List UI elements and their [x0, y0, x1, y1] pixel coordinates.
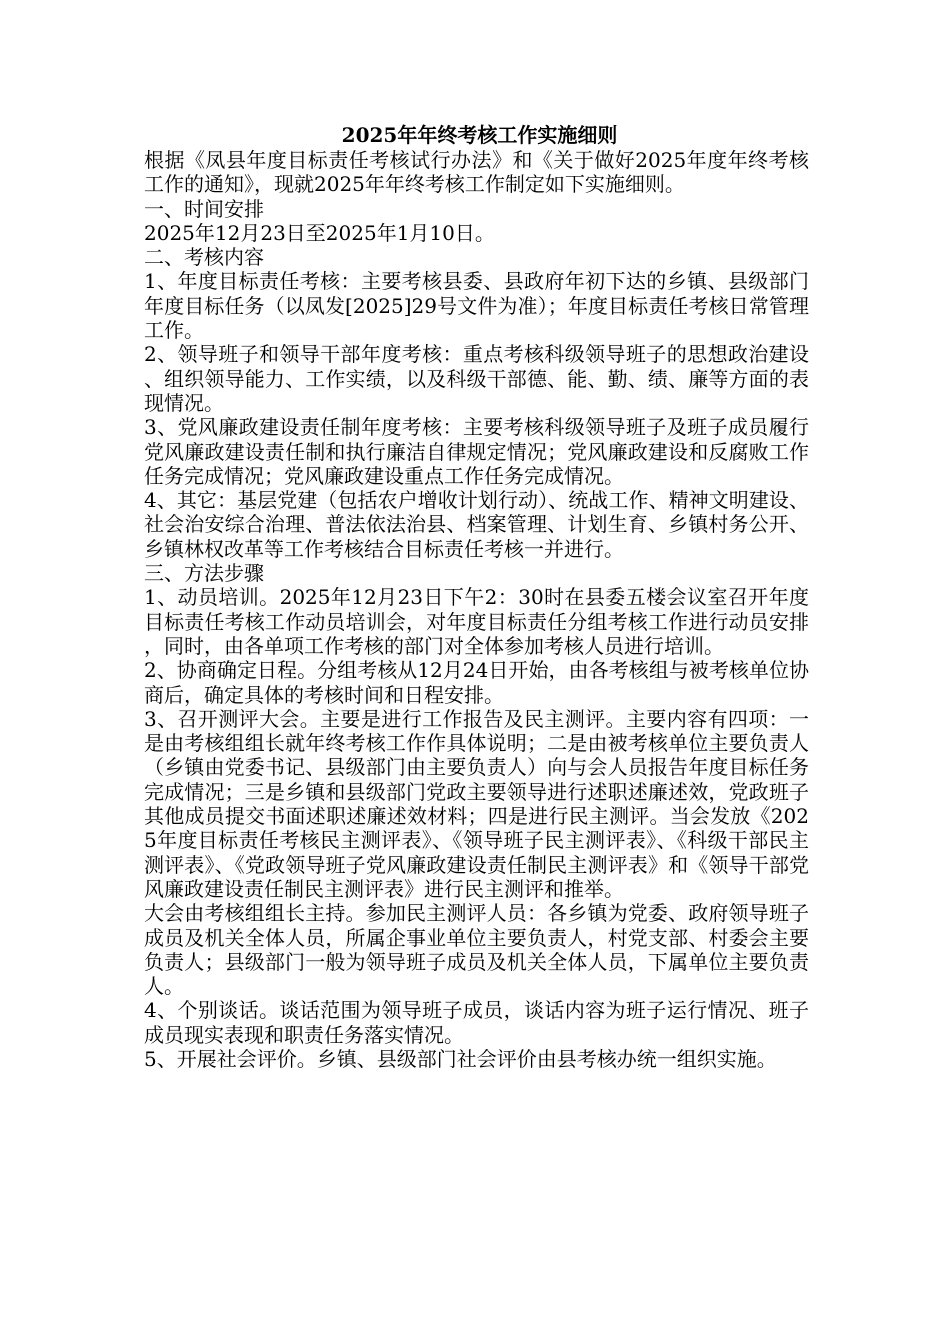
section-heading-content: 二、考核内容	[144, 245, 264, 270]
document-body	[144, 122, 809, 1071]
intro-paragraph: 根据《凤县年度目标责任考核试行办法》和《关于做好2025年度年终考核工作的通知》，现就2025年年终考核工作制定如下实施细则。	[144, 148, 809, 197]
method-item-1: 1、动员培训。2025年12月23日下午2：30时在县委五楼会议室召开年度目标责任考核工作动员培训会，对年度目标责任分组考核工作进行动员安排，同时，由各单项工作考核的部门对全体参加考核人员进行培训。	[144, 585, 809, 658]
content-item-3: 3、党风廉政建设责任制年度考核：主要考核科级领导班子及班子成员履行党风廉政建设责任制和执行廉洁自律规定情况；党风廉政建设和反腐败工作任务完成情况；党风廉政建设重点工作任务完成情况。	[144, 415, 809, 488]
method-item-3: 3、召开测评大会。主要是进行工作报告及民主测评。主要内容有四项：一是由考核组组长就年终考核工作作具体说明；二是由被考核单位主要负责人（乡镇由党委书记、县级部门由主要负责人）向与会人员报告年度目标任务完成情况；三是乡镇和县级部门党政主要领导进行述职述廉述效，党政班子其他成员提交书面述职述廉述效材料；四是进行民主测评。当会发放《2025年度目标责任考核民主测评表》、《领导班子民主测评表》、《科级干部民主测评表》、《党政领导班子党风廉政建设责任制民主测评表》和《领导干部党风廉政建设责任制民主测评表》进行民主测评和推举。	[144, 706, 809, 901]
schedule-paragraph: 2025年12月23日至2025年1月10日。	[144, 220, 495, 245]
method-item-3-detail: 大会由考核组组长主持。参加民主测评人员：各乡镇为党委、政府领导班子成员及机关全体人员，所属企事业单位主要负责人，村党支部、村委会主要负责人；县级部门一般为领导班子成员及机关全体人员，下属单位主要负责人。	[144, 901, 809, 999]
section-heading-schedule: 一、时间安排	[144, 196, 264, 221]
method-item-4: 4、个别谈话。谈话范围为领导班子成员，谈话内容为班子运行情况、班子成员现实表现和职责任务落实情况。	[144, 998, 809, 1047]
content-item-4: 4、其它：基层党建（包括农户增收计划行动）、统战工作、精神文明建设、社会治安综合治理、普法依法治县、档案管理、计划生育、乡镇村务公开、乡镇林权改革等工作考核结合目标责任考核一并进行。	[144, 488, 809, 561]
content-item-1: 1、年度目标责任考核：主要考核县委、县政府年初下达的乡镇、县级部门年度目标任务（以凤发[2025]29号文件为准）；年度目标责任考核日常管理工作。	[144, 269, 809, 343]
section-heading-methods: 三、方法步骤	[144, 561, 264, 586]
document-title: 2025年年终考核工作实施细则	[341, 123, 618, 147]
method-item-5: 5、开展社会评价。乡镇、县级部门社会评价由县考核办统一组织实施。	[144, 1046, 777, 1071]
method-item-2: 2、协商确定日程。分组考核从12月24日开始，由各考核组与被考核单位协商后，确定具体的考核时间和日程安排。	[144, 658, 809, 707]
content-item-2: 2、领导班子和领导干部年度考核：重点考核科级领导班子的思想政治建设、组织领导能力、工作实绩，以及科级干部德、能、勤、绩、廉等方面的表现情况。	[144, 342, 809, 415]
